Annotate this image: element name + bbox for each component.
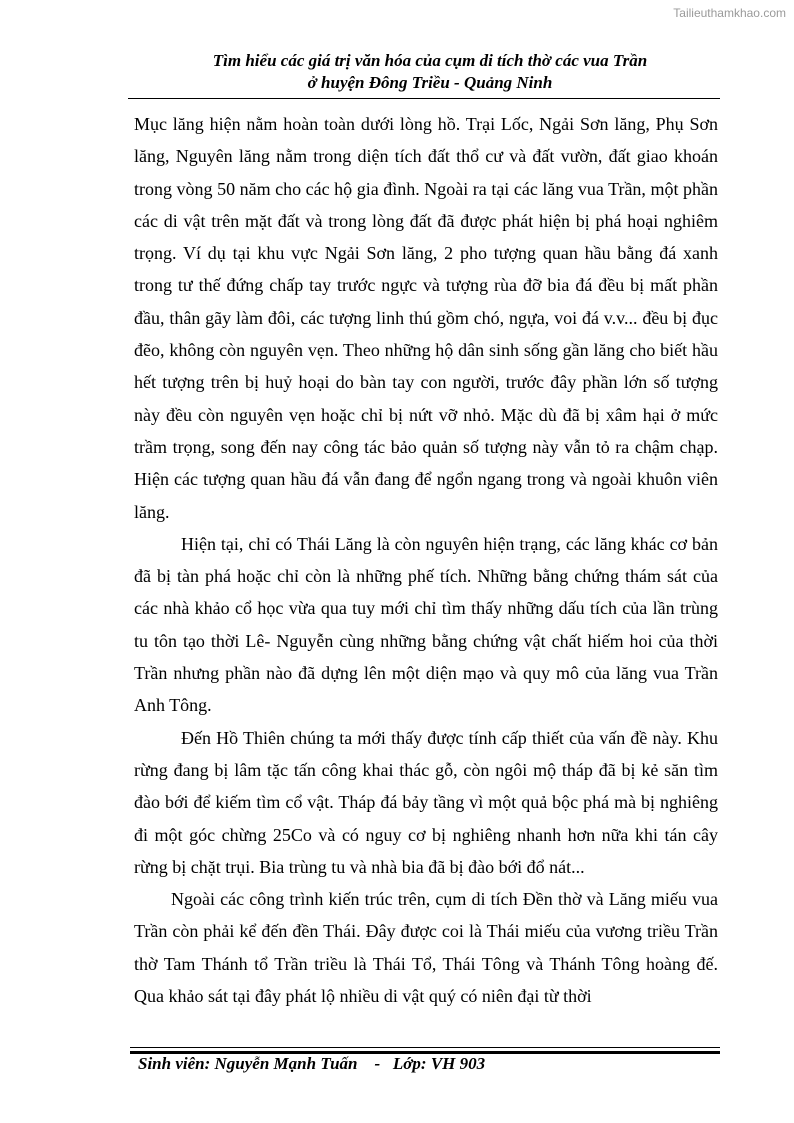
paragraph: Đến Hồ Thiên chúng ta mới thấy được tính cấp thiết của vấn đề này. Khu rừng đang bị lâm tặc tấn công khai thác gỗ, còn ngôi mộ tháp đã bị kẻ săn tìm đào bới để kiếm tìm cổ vật. Tháp đá bảy tầng vì một quả bộc phá mà bị nghiêng đi một góc chừng 25Co và có nguy cơ bị nghiêng nhanh hơn nữa khi tán cây rừng bị chặt trụi. Bia trùng tu và nhà bia đã bị đào bới đổ nát... (134, 727, 718, 877)
footer-student: Sinh viên: Nguyễn Mạnh Tuấn (138, 1054, 358, 1073)
header-title-line2: ở huyện Đông Triều - Quảng Ninh (307, 73, 553, 92)
header-divider (128, 98, 720, 99)
paragraph: Ngoài các công trình kiến trúc trên, cụm di tích Đền thờ và Lăng miếu vua Trần còn phải kể đến đền Thái. Đây được coi là Thái miếu của vương triều Trần thờ Tam Thánh tổ Trần triều là Thái Tổ, Thái Tông và Thánh Tông hoàng đế. Qua khảo sát tại đây phát lộ nhiều di vật quý có niên đại từ thời (134, 889, 718, 1007)
document-body (134, 108, 718, 1012)
page-footer (138, 1054, 485, 1074)
header-title-line1: Tìm hiểu các giá trị văn hóa của cụm di tích thờ các vua Trần (212, 51, 648, 70)
footer-divider-thin (130, 1047, 720, 1048)
footer-separator: - (374, 1054, 381, 1073)
watermark: Tailieuthamkhao.com (673, 6, 786, 20)
footer-class: Lớp: VH 903 (392, 1054, 486, 1073)
paragraph: Mục lăng hiện nằm hoàn toàn dưới lòng hồ. Trại Lốc, Ngải Sơn lăng, Phụ Sơn lăng, Nguyên lăng nằm trong diện tích đất thổ cư và đất vườn, đất giao khoán trong vòng 50 năm cho các hộ gia đình. Ngoài ra tại các lăng vua Trần, một phần các di vật trên mặt đất và trong lòng đất đã được phát hiện bị phá hoại nghiêm trọng. Ví dụ tại khu vực Ngải Sơn lăng, 2 pho tượng quan hầu bằng đá xanh trong tư thế đứng chấp tay trước ngực và tượng rùa đỡ bia đá đều bị mất phần đầu, thân gãy làm đôi, các tượng linh thú gồm chó, ngựa, voi đá v.v... đều bị đục đẽo, không còn nguyên vẹn. Theo những hộ dân sinh sống gần lăng cho biết hầu hết tượng trên bị huỷ hoại do bàn tay con người, trước đây phần lớn số tượng này đều còn nguyên vẹn hoặc chỉ bị nứt vỡ nhỏ. Mặc dù đã bị xâm hại ở mức trầm trọng, song đến nay công tác bảo quản số tượng này vẫn tỏ ra chậm chạp. Hiện các tượng quan hầu đá vẫn đang để ngổn ngang trong và ngoài khuôn viên lăng. (134, 114, 718, 522)
page-header (130, 50, 730, 94)
paragraph: Hiện tại, chỉ có Thái Lăng là còn nguyên hiện trạng, các lăng khác cơ bản đã bị tàn phá hoặc chỉ còn là những phế tích. Những bằng chứng thám sát của các nhà khảo cổ học vừa qua tuy mới chỉ tìm thấy những dấu tích của lần trùng tu tôn tạo thời Lê- Nguyễn cùng những bằng chứng vật chất hiếm hoi của thời Trần nhưng phần nào đã dựng lên một diện mạo và quy mô của lăng vua Trần Anh Tông. (134, 533, 718, 716)
